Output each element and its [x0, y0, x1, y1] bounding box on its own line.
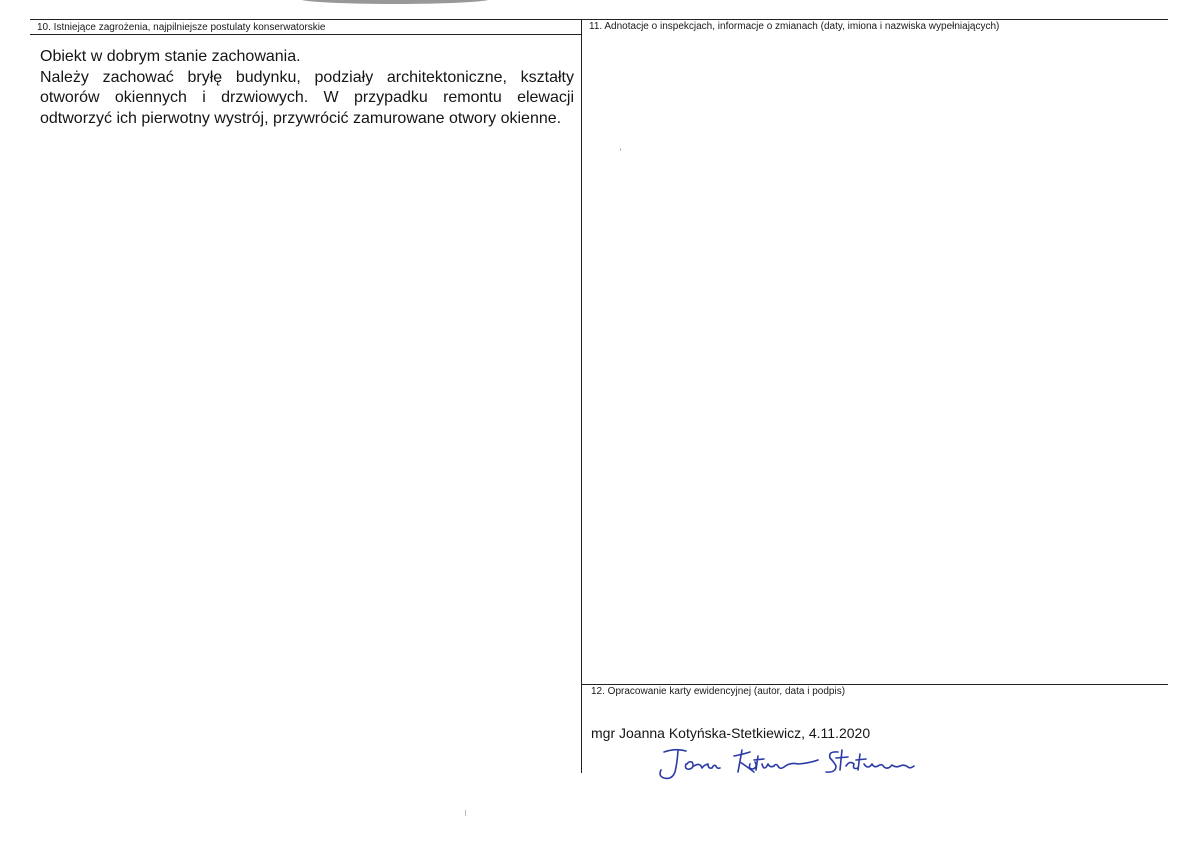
section-11-label: 11. Adnotacje o inspekcjach, informacje o zmianach (daty, imiona i nazwiska wypełniających)	[589, 21, 1000, 32]
conservation-requirements: Należy zachować bryłę budynku, podziały architektoniczne, kształty otworów okiennych i drzwiowych. W przypadku remontu elewacji odtworzyć ich pierwotny wystrój, przywrócić zamurowane otwory okienne.	[40, 68, 574, 127]
scan-speck	[620, 148, 621, 151]
column-divider	[581, 19, 582, 773]
condition-statement: Obiekt w dobrym stanie zachowania.	[40, 48, 301, 65]
left-header-rule	[30, 34, 582, 35]
section-12-rule	[581, 684, 1168, 685]
author-name-date: mgr Joanna Kotyńska-Stetkiewicz, 4.11.2020	[591, 725, 871, 741]
handwritten-signature	[650, 742, 930, 786]
scan-edge-shadow	[300, 0, 490, 4]
top-rule	[30, 19, 1168, 20]
section-10-body	[40, 47, 574, 129]
section-10-label: 10. Istniejące zagrożenia, najpilniejsze postulaty konserwatorskie	[37, 22, 326, 33]
signature-ink	[660, 750, 914, 779]
section-12-label: 12. Opracowanie karty ewidencyjnej (autor, data i podpis)	[591, 686, 846, 697]
scan-speck	[465, 810, 466, 816]
